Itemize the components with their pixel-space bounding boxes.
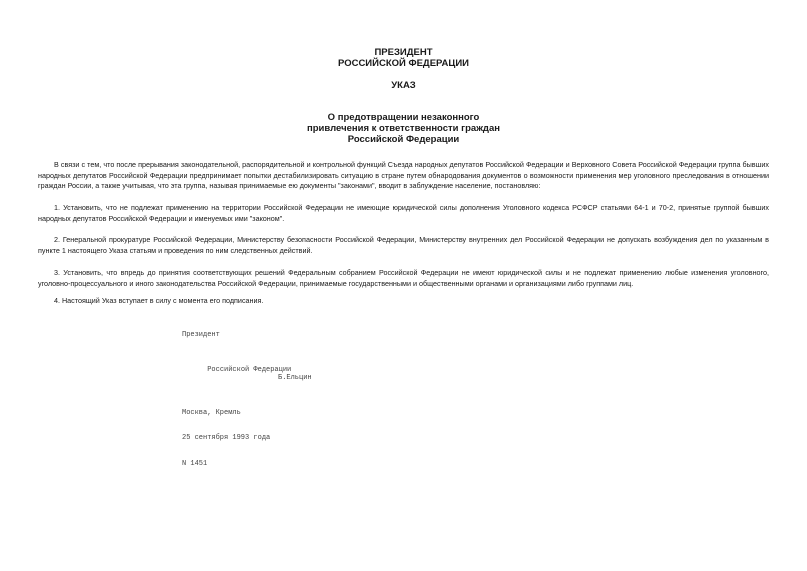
intro-paragraph: В связи с тем, что после прерывания законодательной, распорядительной и контрольной функций Съезда народных депутатов Российской Федерации и Верховного Совета Российской Федерации группа бывших народных депутатов Российской Федерации предпринимает попытки дестабилизировать ситуацию в стране путем обнародования документов о возможности применения мер уголовного преследования в отношении граждан России, а также учитывая, что эта группа, называя принимаемые ею документы "законами", вводит в заблуждение население, постановляю:	[38, 160, 769, 191]
signing-place: Москва, Кремль	[182, 408, 241, 417]
item-4-paragraph: 4. Настоящий Указ вступает в силу с момента его подписания.	[54, 296, 264, 305]
signer-position-line-1: Президент	[182, 331, 220, 340]
document-title	[0, 112, 807, 145]
decree-number: N 1451	[182, 460, 208, 469]
item-3-paragraph: 3. Установить, что впредь до принятия соответствующих решений Федеральным собранием Российской Федерации не имеют юридической силы и не подлежат применению любые изменения уголовного, уголовно-процессуального и иного законодательства Российской Федерации, принимаемые государственными и общественными органами и организациями либо группами лиц.	[38, 268, 769, 288]
document-type-label: УКАЗ	[391, 80, 416, 91]
item-1-paragraph: 1. Установить, что не подлежат применению на территории Российской Федерации не имеющие юридической силы дополнения Уголовного кодекса РСФСР статьями 64-1 и 70-2, принятые группой бывших народных депутатов Российской Федерации и именуемых ими "законом".	[38, 203, 769, 223]
title-line-2: привлечения к ответственности граждан	[307, 123, 500, 134]
title-line-3: Российской Федерации	[347, 134, 460, 145]
document-type	[0, 80, 807, 91]
signer-name: Б.Ельцин	[278, 374, 312, 383]
item-2-paragraph: 2. Генеральной прокуратуре Российской Федерации, Министерству безопасности Российской Федерации, Министерству внутренних дел Российской Федерации не допускать возбуждения дел по указанным в пункте 1 настоящего Указа статьям и проведения по ним следственных действий.	[38, 235, 769, 255]
title-line-1: О предотвращении незаконного	[327, 112, 480, 123]
signer-position-line-2: Российской Федерации	[207, 365, 292, 374]
signer-row	[182, 357, 312, 383]
issuer-line-2: РОССИЙСКОЙ ФЕДЕРАЦИИ	[337, 58, 469, 69]
issuer-line-1: ПРЕЗИДЕНТ	[374, 47, 433, 58]
issuer-block	[0, 47, 807, 69]
signature-block	[182, 314, 312, 486]
signing-date: 25 сентября 1993 года	[182, 434, 271, 443]
